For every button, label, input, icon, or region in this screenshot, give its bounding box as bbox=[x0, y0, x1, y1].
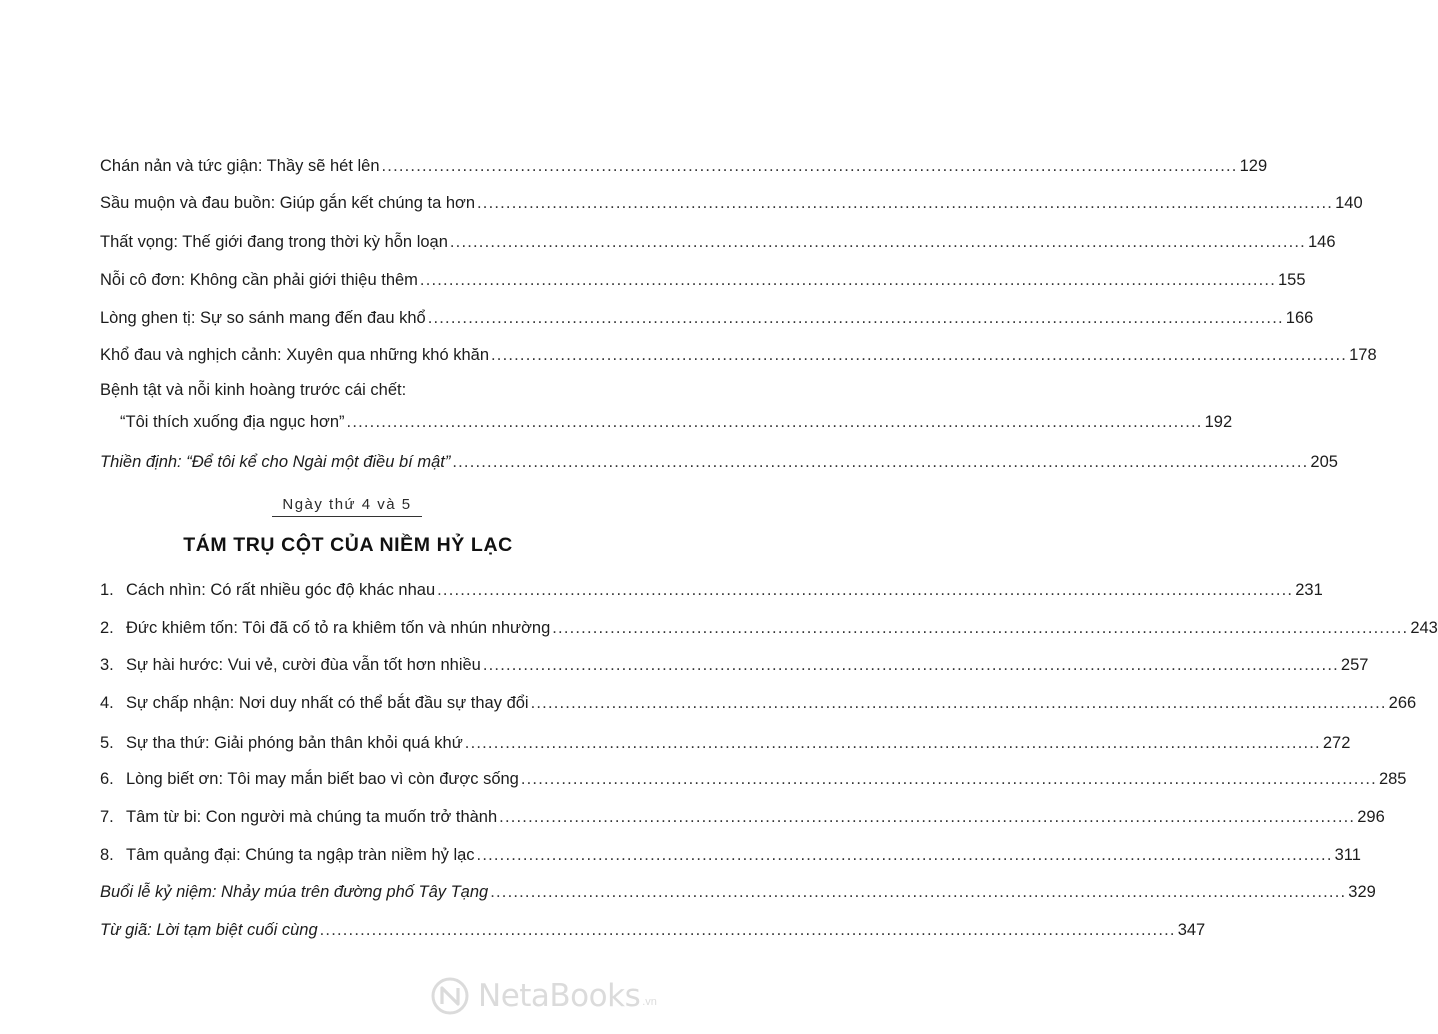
toc-entry-title: Sầu muộn và đau buồn: Giúp gắn kết chúng ta hơn bbox=[100, 194, 476, 212]
toc-entry-page: 272 bbox=[1322, 734, 1351, 752]
toc-entry-title: Thiền định: “Để tôi kể cho Ngài một điều bí mật” bbox=[100, 453, 451, 471]
toc-entry-number: 2. bbox=[100, 619, 114, 637]
toc-entry bbox=[100, 229, 1336, 255]
toc-entry-title: Tâm từ bi: Con người mà chúng ta muốn trở thành bbox=[126, 808, 498, 826]
netabooks-watermark bbox=[430, 972, 692, 1020]
toc-entry-page: 129 bbox=[1239, 157, 1268, 175]
toc-entry-title: Chán nản và tức giận: Thầy sẽ hét lên bbox=[100, 157, 380, 175]
dot-leader bbox=[347, 409, 1203, 435]
toc-entry bbox=[100, 690, 1417, 716]
toc-entry-page: 329 bbox=[1348, 883, 1376, 901]
toc-entry bbox=[100, 342, 1377, 368]
dot-leader bbox=[428, 305, 1284, 331]
toc-entry bbox=[100, 766, 1407, 792]
toc-entry-title: Sự tha thứ: Giải phóng bản thân khỏi quá khứ bbox=[126, 734, 463, 752]
dot-leader bbox=[521, 766, 1377, 792]
toc-entry-page: 231 bbox=[1295, 581, 1323, 599]
toc-entry bbox=[100, 804, 1385, 830]
toc-entry-number: 6. bbox=[100, 770, 114, 788]
toc-entry-title: Buổi lễ kỷ niệm: Nhảy múa trên đường phố Tây Tạng bbox=[100, 883, 489, 901]
toc-entry-title: Tâm quảng đại: Chúng ta ngập tràn niềm hỷ lạc bbox=[126, 846, 475, 864]
toc-entry bbox=[120, 409, 1233, 435]
toc-entry-title: Khổ đau và nghịch cảnh: Xuyên qua những khó khăn bbox=[100, 346, 490, 364]
toc-entry-title: Thất vọng: Thế giới đang trong thời kỳ hỗn loạn bbox=[100, 233, 448, 251]
dot-leader bbox=[320, 917, 1176, 943]
toc-entry bbox=[100, 730, 1351, 756]
dot-leader bbox=[382, 153, 1238, 179]
dot-leader bbox=[477, 190, 1333, 216]
dot-leader bbox=[490, 879, 1346, 905]
toc-entry-title: Lòng biết ơn: Tôi may mắn biết bao vì còn được sống bbox=[126, 770, 519, 788]
toc-entry bbox=[100, 153, 1268, 179]
toc-entry bbox=[100, 917, 1206, 943]
toc-entry-title: Lòng ghen tị: Sự so sánh mang đến đau khổ bbox=[100, 309, 426, 327]
toc-entry-page: 146 bbox=[1307, 233, 1336, 251]
dot-leader bbox=[552, 615, 1408, 641]
toc-entry-number: 4. bbox=[100, 694, 114, 712]
toc-entry-page: 140 bbox=[1335, 194, 1363, 212]
toc-entry bbox=[100, 652, 1369, 678]
dot-leader bbox=[437, 577, 1293, 603]
toc-entry-title: Nỗi cô đơn: Không cần phải giới thiệu thêm bbox=[100, 271, 418, 289]
toc-entry-title: Từ giã: Lời tạm biệt cuối cùng bbox=[100, 921, 318, 939]
toc-entry-page: 266 bbox=[1388, 694, 1417, 712]
toc-entry-page: 285 bbox=[1378, 770, 1407, 788]
toc-entry-page: 192 bbox=[1204, 413, 1233, 431]
toc-entry bbox=[100, 267, 1306, 293]
section-heading: TÁM TRỤ CỘT CỦA NIỀM HỶ LẠC bbox=[183, 534, 513, 556]
toc-entry-number: 1. bbox=[100, 581, 114, 599]
dot-leader bbox=[531, 690, 1387, 716]
toc-entry-number: 3. bbox=[100, 656, 114, 674]
toc-entry-title: Sự hài hước: Vui vẻ, cười đùa vẫn tốt hơn nhiều bbox=[126, 656, 481, 674]
toc-entry-page: 243 bbox=[1410, 619, 1438, 637]
toc-entry-number: 8. bbox=[100, 846, 114, 864]
dot-leader bbox=[483, 652, 1339, 678]
watermark-text: NetaBooks bbox=[478, 978, 641, 1014]
toc-entry-continuation: “Tôi thích xuống địa ngục hơn” bbox=[120, 413, 345, 431]
dot-leader bbox=[477, 842, 1333, 868]
toc-entry-page: 311 bbox=[1334, 846, 1361, 864]
toc-entry-number: 7. bbox=[100, 808, 114, 826]
toc-entry bbox=[100, 615, 1438, 641]
toc-entry bbox=[100, 449, 1338, 475]
dot-leader bbox=[450, 229, 1306, 255]
toc-entry bbox=[100, 305, 1314, 331]
toc-entry-title: Cách nhìn: Có rất nhiều góc độ khác nhau bbox=[126, 581, 436, 599]
dot-leader bbox=[499, 804, 1355, 830]
toc-entry-page: 347 bbox=[1177, 921, 1206, 939]
toc-entry-title: Đức khiêm tốn: Tôi đã cố tỏ ra khiêm tốn và nhún nhường bbox=[126, 619, 551, 637]
toc-entry-page: 296 bbox=[1357, 808, 1385, 826]
watermark-suffix: .vn bbox=[642, 996, 657, 1008]
dot-leader bbox=[465, 730, 1321, 756]
netabooks-logo-icon bbox=[430, 976, 470, 1016]
toc-entry-page: 257 bbox=[1340, 656, 1369, 674]
dot-leader bbox=[452, 449, 1308, 475]
toc-entry-title: Bệnh tật và nỗi kinh hoàng trước cái chết: bbox=[100, 381, 407, 399]
dot-leader bbox=[491, 342, 1347, 368]
toc-entry-number: 5. bbox=[100, 734, 114, 752]
toc-entry bbox=[100, 190, 1363, 216]
toc-entry-title: Sự chấp nhận: Nơi duy nhất có thể bắt đầu sự thay đổi bbox=[126, 694, 529, 712]
section-label: Ngày thứ 4 và 5 bbox=[282, 496, 412, 513]
toc-entry bbox=[100, 577, 1323, 603]
section-divider bbox=[272, 516, 422, 517]
toc-entry bbox=[100, 879, 1376, 905]
toc-entry-page: 205 bbox=[1310, 453, 1338, 471]
toc-entry bbox=[100, 842, 1361, 868]
toc-entry-page: 155 bbox=[1278, 271, 1306, 289]
toc-entry-page: 166 bbox=[1285, 309, 1314, 327]
toc-entry-page: 178 bbox=[1349, 346, 1377, 364]
dot-leader bbox=[420, 267, 1276, 293]
